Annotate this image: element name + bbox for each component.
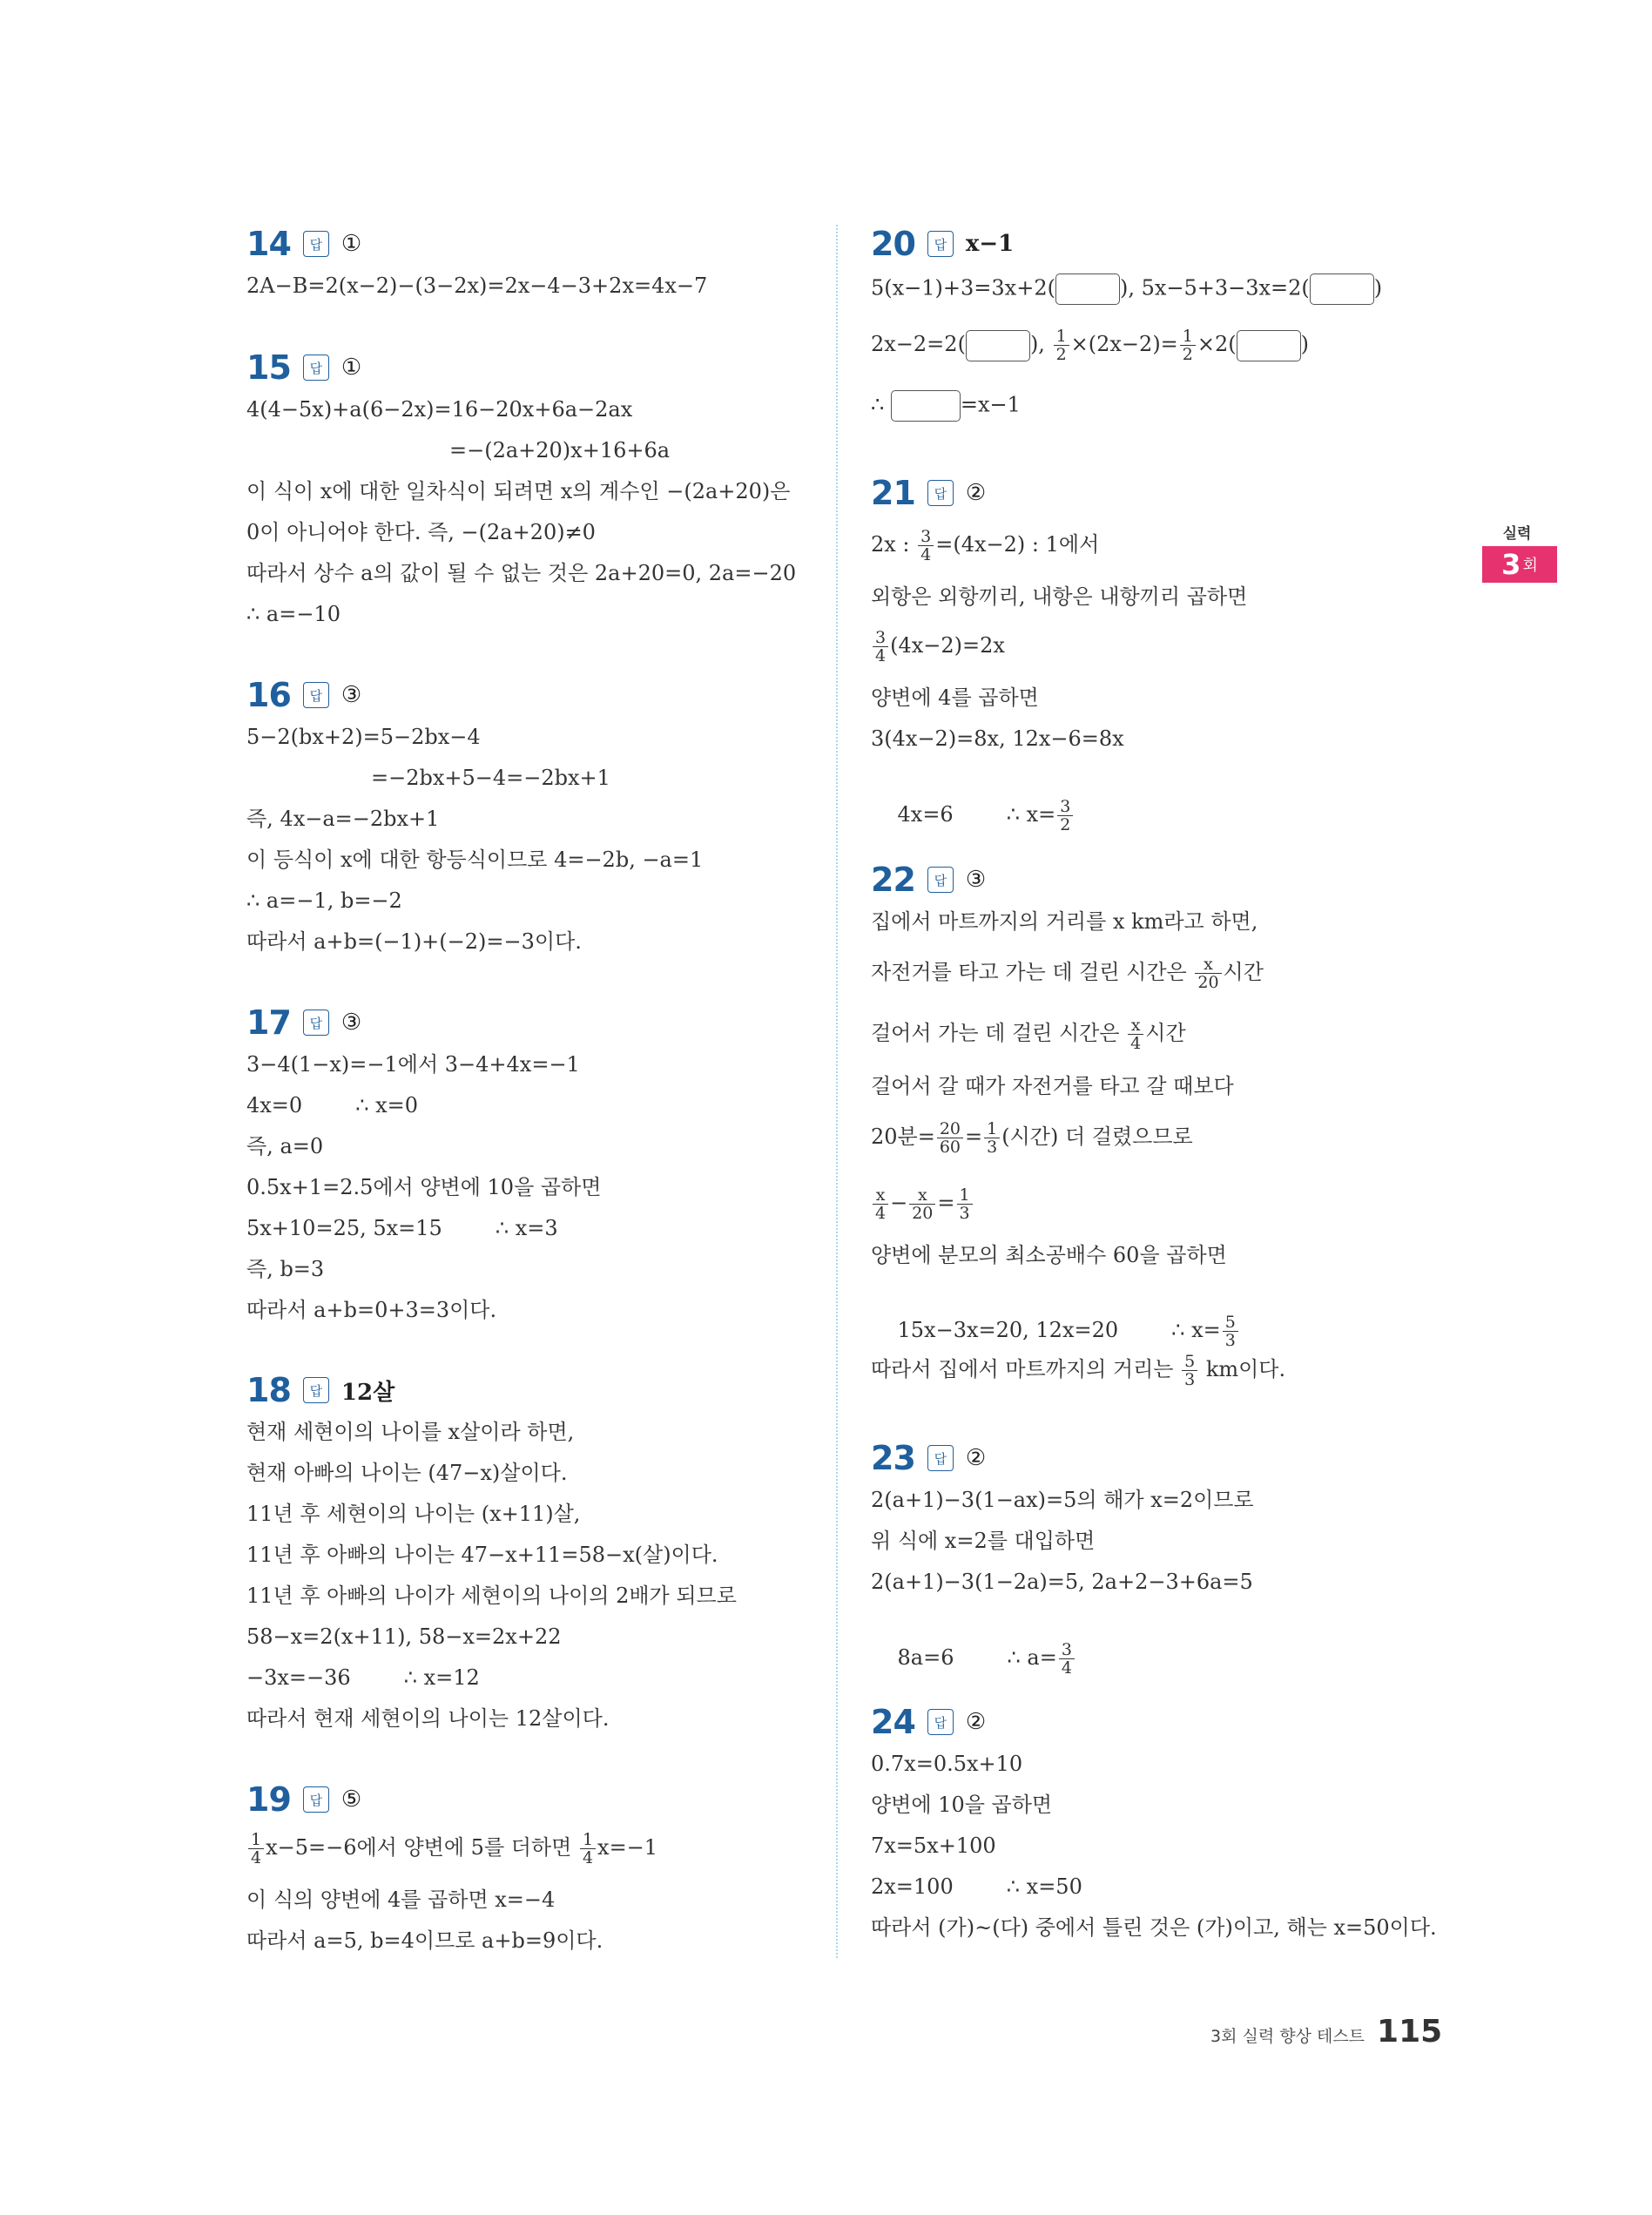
solution-line: 양변에 분모의 최소공배수 60을 곱하면 [871, 1243, 1227, 1267]
solution-line: −3x=−36 ∴ x=12 [246, 1665, 480, 1690]
answer: ① [341, 231, 362, 257]
solution-line: 2x : $\frac{3}{4}$ =(4x−2) : 1에서 [871, 527, 1100, 564]
answer-badge: 답 [303, 1377, 329, 1403]
solution-line: 15x−3x=20, 12x=20 ∴ x= $\frac{5}{3}$ [871, 1287, 1240, 1375]
solution-line: 5x+10=25, 5x=15 ∴ x=3 [246, 1216, 558, 1240]
problem-20-header [871, 225, 1014, 263]
answer-badge: 답 [927, 1445, 954, 1471]
fraction: $\frac{1}{4}$ [248, 1831, 264, 1867]
problem-17-header [246, 1003, 361, 1042]
solution-line: 즉, b=3 [246, 1257, 325, 1281]
answer: 12살 [341, 1379, 395, 1406]
solution-line: 4(4−5x)+a(6−2x)=16−20x+6a−2ax [246, 397, 633, 422]
tab-suffix: 회 [1522, 557, 1538, 575]
fraction: $\frac{1}{3}$ [957, 1186, 973, 1222]
problem-14-header [246, 225, 361, 263]
solution-line: 0이 아니어야 한다. 즉, −(2a+20)≠0 [246, 520, 596, 544]
fraction: $\frac{x}{4}$ [1128, 1016, 1143, 1052]
answer-badge: 답 [303, 682, 329, 708]
fraction: $\frac{x}{4}$ [873, 1186, 888, 1222]
solution-line: 따라서 현재 세현이의 나이는 12살이다. [246, 1706, 610, 1731]
answer-badge: 답 [303, 231, 329, 257]
fraction: $\frac{3}{4}$ [1059, 1641, 1075, 1677]
problem-number: 21 [871, 474, 915, 512]
answer: ② [965, 480, 987, 506]
tab-number: 3 [1501, 548, 1521, 581]
column-divider [836, 225, 838, 1958]
solution-line: 8a=6 ∴ a= $\frac{3}{4}$ [871, 1615, 1076, 1703]
problem-24-header [871, 1703, 986, 1741]
solution-line: 따라서 a=5, b=4이므로 a+b=9이다. [246, 1928, 603, 1953]
solution-line: 2(a+1)−3(1−ax)=5의 해가 x=2이므로 [871, 1488, 1254, 1512]
solution-line: 11년 후 세현이의 나이는 (x+11)살, [246, 1502, 581, 1526]
fraction: $\frac{3}{4}$ [918, 528, 934, 564]
answer-badge: 답 [303, 1010, 329, 1036]
solution-line: 11년 후 아빠의 나이는 47−x+11=58−x(살)이다. [246, 1543, 718, 1567]
solution-line: 외항은 외항끼리, 내항은 내항끼리 곱하면 [871, 584, 1248, 609]
solution-line: ∴ a=−10 [246, 602, 341, 626]
solution-line: 걸어서 가는 데 걸린 시간은 $\frac{x}{4}$ 시간 [871, 1016, 1186, 1053]
answer: ③ [965, 867, 987, 893]
chapter-tab [1482, 521, 1561, 583]
problem-number: 15 [246, 348, 291, 387]
problem-19-header [246, 1780, 361, 1819]
tab-badge [1482, 546, 1557, 583]
blank-box [1055, 273, 1120, 305]
solution-line: $\frac{1}{4}$ x−5=−6에서 양변에 5를 더하면 $\frac{1}{4}$ x=−1 [246, 1831, 657, 1867]
problem-number: 22 [871, 861, 915, 899]
fraction: $\frac{3}{2}$ [1057, 798, 1073, 834]
problem-21-header [871, 474, 986, 512]
solution-line: 따라서 a+b=0+3=3이다. [246, 1298, 497, 1322]
solution-line: 4x=0 ∴ x=0 [246, 1093, 419, 1118]
footer-section-title: 3회 실력 향상 테스트 [1210, 2027, 1365, 2046]
problem-number: 18 [246, 1371, 291, 1409]
solution-line: 5−2(bx+2)=5−2bx−4 [246, 725, 481, 749]
solution-line: =−(2a+20)x+16+6a [449, 438, 671, 463]
fraction: $\frac{1}{4}$ [580, 1831, 596, 1867]
fraction: $\frac{5}{3}$ [1182, 1353, 1197, 1388]
answer-badge: 답 [927, 867, 954, 893]
problem-22-header [871, 861, 986, 899]
solution-line: 따라서 집에서 마트까지의 거리는 $\frac{5}{3}$ km이다. [871, 1352, 1286, 1389]
solution-line: 걸어서 갈 때가 자전거를 타고 갈 때보다 [871, 1074, 1234, 1098]
solution-line: $\frac{x}{4}$ − $\frac{x}{20}$ = $\frac{1}{3}$ [871, 1186, 974, 1222]
answer: ② [965, 1445, 987, 1471]
solution-line: 따라서 a+b=(−1)+(−2)=−3이다. [246, 929, 582, 954]
page-footer [1210, 2014, 1442, 2050]
problem-23-header [871, 1439, 986, 1477]
blank-box [1310, 273, 1374, 305]
solution-line: 현재 세현이의 나이를 x살이라 하면, [246, 1420, 575, 1444]
solution-line: 20분= $\frac{20}{60}$ = $\frac{1}{3}$ (시간) 더 걸렸으므로 [871, 1119, 1193, 1157]
solution-line: 즉, a=0 [246, 1134, 324, 1158]
answer: ③ [341, 1010, 362, 1036]
fraction: $\frac{x}{20}$ [909, 1186, 935, 1222]
answer-badge: 답 [927, 231, 954, 257]
solution-line: 양변에 4를 곱하면 [871, 685, 1039, 710]
problem-number: 20 [871, 225, 915, 263]
solution-line: 5(x−1)+3=3x+2( ), 5x−5+3−3x=2( ) [871, 273, 1382, 305]
problem-16-header [246, 676, 361, 714]
problem-number: 17 [246, 1003, 291, 1042]
answer: ② [965, 1709, 987, 1735]
fraction: $\frac{5}{3}$ [1223, 1313, 1238, 1349]
tab-label: 실력 [1502, 525, 1532, 543]
problem-number: 14 [246, 225, 291, 263]
solution-line: 0.5x+1=2.5에서 양변에 10을 곱하면 [246, 1175, 602, 1199]
solution-line: 11년 후 아빠의 나이가 세현이의 나이의 2배가 되므로 [246, 1584, 737, 1608]
solution-line: 양변에 10을 곱하면 [871, 1793, 1053, 1817]
problem-15-header [246, 348, 361, 387]
fraction: $\frac{20}{60}$ [937, 1120, 963, 1156]
problem-number: 16 [246, 676, 291, 714]
solution-line: 2x=100 ∴ x=50 [871, 1874, 1082, 1899]
blank-box [1237, 330, 1301, 361]
solution-line: ∴ a=−1, b=−2 [246, 888, 402, 913]
solution-line: 2(a+1)−3(1−2a)=5, 2a+2−3+6a=5 [871, 1570, 1253, 1594]
solution-line: 따라서 (가)~(다) 중에서 틀린 것은 (가)이고, 해는 x=50이다. [871, 1915, 1437, 1940]
solution-line: 58−x=2(x+11), 58−x=2x+22 [246, 1624, 562, 1649]
solution-line: 집에서 마트까지의 거리를 x km라고 하면, [871, 909, 1258, 934]
answer-badge: 답 [303, 355, 329, 381]
solution-line: 이 식이 x에 대한 일차식이 되려면 x의 계수인 −(2a+20)은 [246, 479, 791, 503]
fraction: $\frac{1}{2}$ [1054, 328, 1069, 363]
blank-box [891, 390, 961, 422]
solution-line: 4x=6 ∴ x= $\frac{3}{2}$ [871, 772, 1075, 860]
answer: x−1 [965, 231, 1015, 257]
problem-number: 23 [871, 1439, 915, 1477]
blank-box [966, 330, 1030, 361]
solution-line: 현재 아빠의 나이는 (47−x)살이다. [246, 1461, 568, 1485]
answer: ⑤ [341, 1786, 362, 1813]
fraction: $\frac{1}{2}$ [1180, 328, 1196, 363]
answer-badge: 답 [927, 1709, 954, 1735]
solution-line: 자전거를 타고 가는 데 걸린 시간은 $\frac{x}{20}$ 시간 [871, 955, 1264, 992]
page-number: 115 [1377, 2014, 1443, 2050]
solution-line: 3(4x−2)=8x, 12x−6=8x [871, 726, 1124, 751]
solution-line: ∴ =x−1 [871, 390, 1021, 422]
solution-line: 0.7x=0.5x+10 [871, 1752, 1023, 1776]
solution-line: =−2bx+5−4=−2bx+1 [371, 766, 610, 790]
fraction: $\frac{1}{3}$ [984, 1120, 1000, 1156]
solution-line: 2A−B=2(x−2)−(3−2x)=2x−4−3+2x=4x−7 [246, 273, 708, 298]
solution-line: $\frac{3}{4}$ (4x−2)=2x [871, 629, 1005, 665]
answer: ③ [341, 682, 362, 708]
fraction: $\frac{x}{20}$ [1195, 956, 1221, 991]
solution-line: 3−4(1−x)=−1에서 3−4+4x=−1 [246, 1052, 580, 1077]
fraction: $\frac{3}{4}$ [873, 629, 888, 665]
answer-badge: 답 [303, 1786, 329, 1813]
problem-18-header [246, 1371, 394, 1409]
problem-number: 19 [246, 1780, 291, 1819]
solution-line: 7x=5x+100 [871, 1833, 996, 1858]
solution-line: 위 식에 x=2를 대입하면 [871, 1529, 1096, 1553]
solution-line: 이 식의 양변에 4를 곱하면 x=−4 [246, 1887, 556, 1912]
answer: ① [341, 355, 362, 381]
solution-line: 이 등식이 x에 대한 항등식이므로 4=−2b, −a=1 [246, 848, 704, 872]
solution-line: 즉, 4x−a=−2bx+1 [246, 807, 440, 831]
problem-number: 24 [871, 1703, 915, 1741]
solution-line: 따라서 상수 a의 값이 될 수 없는 것은 2a+20=0, 2a=−20 [246, 561, 797, 585]
solution-line: 2x−2=2( ), $\frac{1}{2}$ ×(2x−2)= $\frac{1}{2}$ ×2( ) [871, 327, 1310, 364]
answer-badge: 답 [927, 480, 954, 506]
